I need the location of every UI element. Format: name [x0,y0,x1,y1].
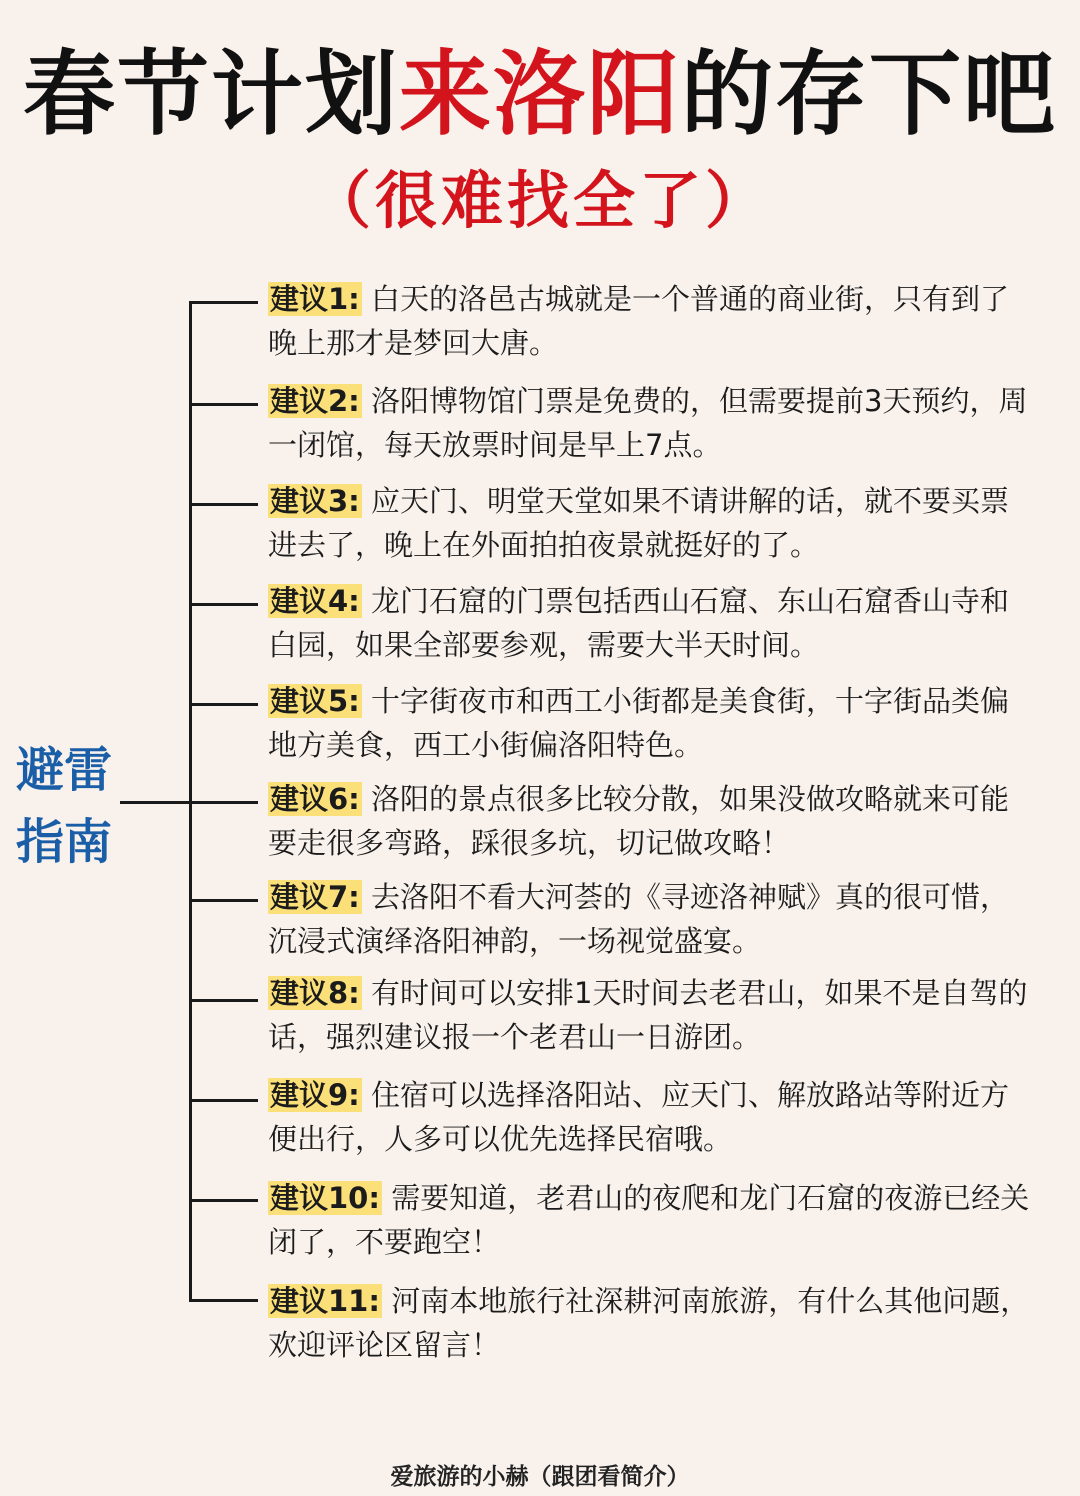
tip-item-6 [268,777,1036,865]
tree-branch [189,703,258,706]
tip-item-8 [268,971,1036,1059]
tip-label: 建议4: [270,584,360,618]
tip-item-10 [268,1176,1036,1264]
tip-item-1 [268,277,1036,365]
tip-item-9 [268,1073,1036,1161]
tip-text: 去洛阳不看大河荟的《寻迹洛神赋》真的很可惜，沉浸式演绎洛阳神韵，一场视觉盛宴。 [268,880,1010,958]
tip-item-2 [268,379,1036,467]
tree-branch [189,301,258,304]
tip-label: 建议3: [270,484,360,518]
tip-text: 洛阳的景点很多比较分散，如果没做攻略就来可能要走很多弯路，踩很多坑，切记做攻略！ [268,782,1010,860]
tip-label: 建议2: [270,384,360,418]
side-label-line-1: 避雷 [16,742,113,798]
tip-item-11 [268,1279,1036,1367]
tip-item-5 [268,679,1036,767]
tip-text: 河南本地旅行社深耕河南旅游，有什么其他问题，欢迎评论区留言！ [268,1284,1030,1362]
tip-text: 需要知道，老君山的夜爬和龙门石窟的夜游已经关闭了，不要跑空！ [268,1181,1030,1259]
tip-text: 龙门石窟的门票包括西山石窟、东山石窟香山寺和白园，如果全部要参观，需要大半天时间。 [268,584,1010,662]
tree-branch [189,1099,258,1102]
title-part-1: 春节计划 [22,41,399,148]
tip-text: 应天门、明堂天堂如果不请讲解的话，就不要买票进去了，晚上在外面拍拍夜景就挺好的了。 [268,484,1010,562]
tree-root-connector [120,801,191,804]
tip-label: 建议6: [270,782,360,816]
tip-text: 有时间可以安排1天时间去老君山，如果不是自驾的话，强烈建议报一个老君山一日游团。 [268,976,1028,1054]
tree-branch [189,899,258,902]
tree-branch [189,1199,258,1202]
footer-author: 爱旅游的小赫（跟团看简介） [390,1464,690,1490]
tree-branch [189,503,258,506]
tip-item-7 [268,875,1036,963]
tip-text: 十字街夜市和西工小街都是美食街，十字街品类偏地方美食，西工小街偏洛阳特色。 [268,684,1010,762]
tree-branch [189,403,258,406]
tip-label: 建议9: [270,1078,360,1112]
side-label-line-2: 指南 [16,814,113,870]
tip-label: 建议8: [270,976,360,1010]
tree-branch [189,603,258,606]
tip-label: 建议10: [270,1181,380,1215]
tree-branch [189,801,258,804]
tip-text: 住宿可以选择洛阳站、应天门、解放路站等附近方便出行，人多可以优先选择民宿哦。 [268,1078,1010,1156]
title-highlight: 来洛阳 [398,41,681,148]
tip-label: 建议11: [270,1284,380,1318]
tip-label: 建议1: [270,282,360,316]
page-title [0,40,1080,150]
tip-item-3 [268,479,1036,567]
tree-branch [189,999,258,1002]
tip-label: 建议5: [270,684,360,718]
tree-branch [189,1299,258,1302]
side-label [16,734,120,878]
tip-text: 洛阳博物馆门票是免费的，但需要提前3天预约，周一闭馆，每天放票时间是早上7点。 [268,384,1028,462]
title-part-3: 的存下吧 [681,41,1058,148]
tip-text: 白天的洛邑古城就是一个普通的商业街，只有到了晚上那才是梦回大唐。 [268,282,1010,360]
tip-label: 建议7: [270,880,360,914]
tip-item-4 [268,579,1036,667]
subtitle: （很难找全了） [308,164,771,237]
